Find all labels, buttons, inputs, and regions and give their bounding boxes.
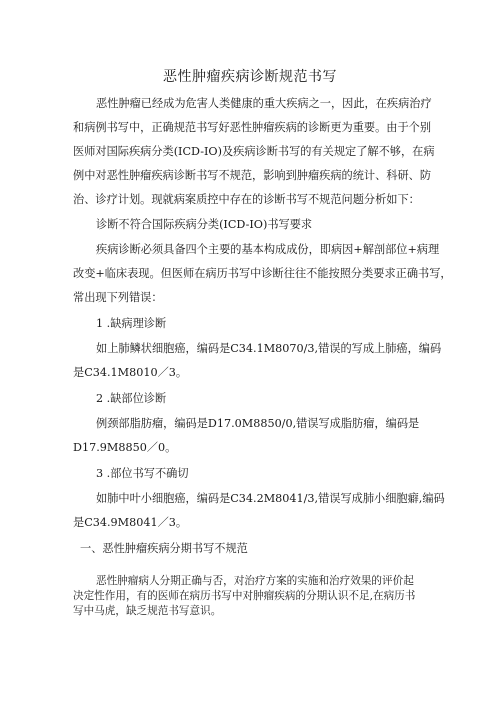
list-heading: 1 .缺病理诊断: [96, 317, 167, 330]
paragraph-line: 是C34.1M8010／3。: [73, 366, 188, 379]
paragraph-line: 如肺中叶小细胞癌，编码是C34.2M8041/3,错误写成肺小细胞癖,编码: [96, 492, 445, 505]
section-heading: 诊断不符合国际疾病分类(ICD-IO)书写要求: [96, 218, 313, 231]
paragraph-line: 例颈部脂肪瘤，编码是D17.0M8850/0,错误写成脂肪瘤，编码是: [96, 417, 420, 430]
paragraph-line: 是C34.9M8041／3。: [73, 516, 188, 529]
paragraph-line: 治、诊疗计划。现就病案质控中存在的诊断书写不规范问题分析如下：: [73, 193, 420, 206]
paragraph-line: 和病例书写中，正确规范书写好恶性肿瘤疾病的诊断更为重要。由于个别: [73, 121, 432, 134]
paragraph-line: 决定性作用，有的医师在病历书写中对肿瘤疾病的分期认识不足,在病历书: [73, 590, 416, 602]
paragraph-line: 恶性肿瘤已经成为危害人类健康的重大疾病之一，因此，在疾病治疗: [96, 97, 432, 110]
section-heading: 一、恶性肿瘤疾病分期书写不规范: [80, 542, 248, 555]
paragraph-line: 医师对国际疾病分类(ICD-IO)及疾病诊断书写的有关规定了解不够，在病: [73, 145, 435, 158]
paragraph-line: 如上肺鳞状细胞癌，编码是C34.1M8070/3,错误的写成上肺癌，编码: [96, 342, 442, 355]
document-title: 恶性肿瘤疾病诊断规范书写: [163, 69, 337, 85]
list-heading: 3 .部位书写不确切: [96, 467, 189, 480]
paragraph-line: 写中马虎，缺乏规范书写意识。: [73, 605, 222, 617]
paragraph-line: D17.9M8850／0。: [73, 441, 177, 454]
list-heading: 2 .缺部位诊断: [96, 392, 167, 405]
paragraph-line: 常出现下列错误：: [73, 291, 163, 304]
paragraph-line: 疾病诊断必须具备四个主要的基本构成成份，即病因+解剖部位+病理: [96, 243, 440, 256]
paragraph-line: 改变+临床表现。但医师在病历书写中诊断往往不能按照分类要求正确书写，: [73, 267, 452, 280]
paragraph-line: 恶性肿瘤病人分期正确与否，对治疗方案的实施和治疗效果的评价起: [96, 575, 414, 587]
paragraph-line: 例中对恶性肿瘤疾病诊断书写不规范，影响到肿瘤疾病的统计、科研、防: [73, 169, 432, 182]
